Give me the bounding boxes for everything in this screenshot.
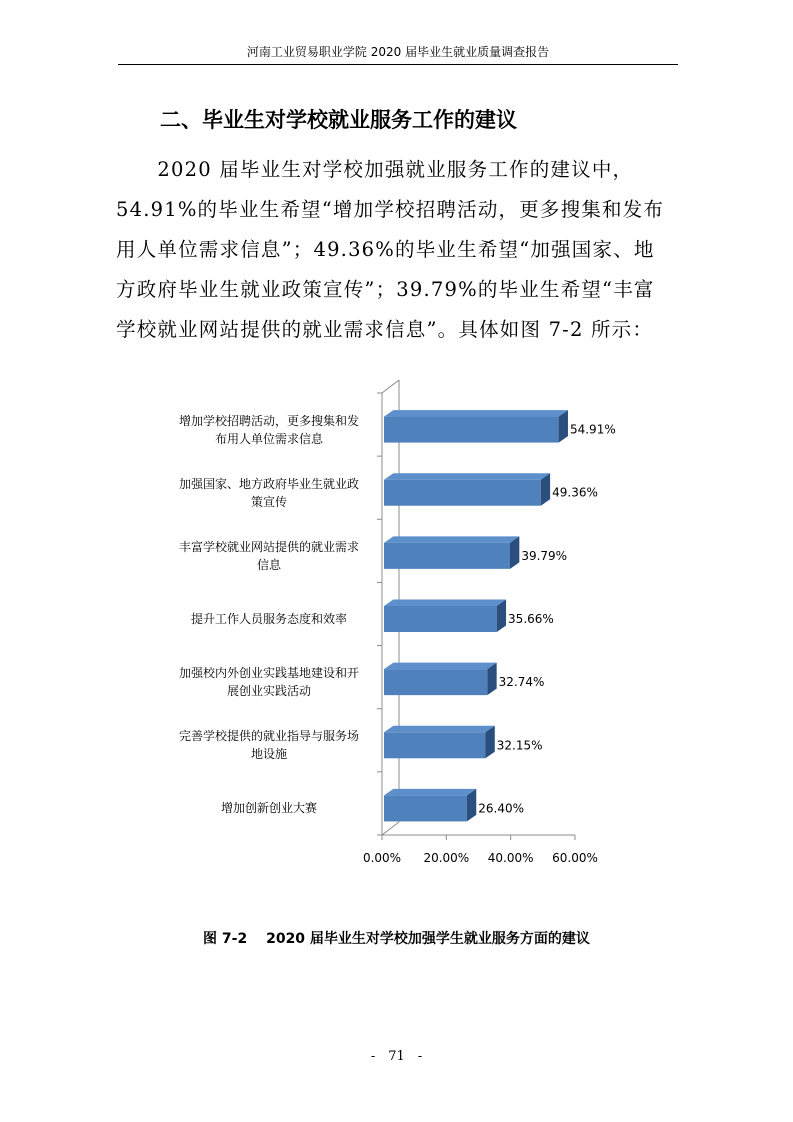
bar-front — [384, 732, 485, 758]
category-label-line: 提升工作人员服务态度和效率 — [190, 612, 347, 626]
category-label-line: 加强校内外创业实践基地建设和开 — [178, 666, 359, 681]
category-label-line: 策宣传 — [250, 494, 287, 509]
bar-top — [384, 663, 497, 670]
bar-value-label: 54.91% — [569, 422, 616, 437]
x-tick-label: 40.00% — [487, 851, 534, 865]
paragraph-line: 2020 届毕业生对学校加强就业服务工作的建议中， — [116, 158, 634, 181]
floor-edge — [382, 822, 399, 835]
header-divider — [118, 64, 678, 65]
category-label — [164, 538, 374, 574]
bar-value-label: 32.15% — [496, 738, 543, 753]
category-label-line: 增加学校招聘活动，更多搜集和发 — [178, 413, 359, 428]
category-label-line: 布用人单位需求信息 — [214, 431, 323, 446]
category-label-line: 地设施 — [250, 747, 287, 762]
category-label — [164, 799, 374, 817]
bar-front — [384, 669, 487, 695]
bar-top — [384, 473, 550, 480]
category-label — [164, 475, 374, 511]
bar-value-label: 26.40% — [478, 801, 525, 816]
figure-caption: 图 7-2 2020 届毕业生对学校加强学生就业服务方面的建议 — [203, 931, 590, 947]
x-tick-label: 0.00% — [362, 851, 402, 865]
page-number: - 71 - — [370, 1049, 423, 1064]
paragraph-line: 用人单位需求信息”；49.36%的毕业生希望“加强国家、地 — [116, 238, 655, 261]
bar-front — [384, 543, 510, 569]
category-label-line: 展创业实践活动 — [226, 684, 311, 699]
category-label-line: 丰富学校就业网站提供的就业需求 — [178, 539, 359, 554]
bar-chart — [150, 360, 630, 880]
section-title: 二、毕业生对学校就业服务工作的建议 — [160, 108, 517, 132]
category-label — [164, 664, 374, 700]
paragraph-line: 学校就业网站提供的就业需求信息”。具体如图 7-2 所示： — [116, 318, 654, 341]
bar-top — [384, 410, 568, 417]
category-label — [164, 412, 374, 448]
paragraph-line: 方政府毕业生就业政策宣传”；39.79%的毕业生希望“丰富 — [116, 278, 655, 301]
category-label-line: 完善学校提供的就业指导与服务场 — [178, 729, 359, 744]
bar-value-label: 32.74% — [498, 675, 545, 690]
bar-top — [384, 600, 506, 607]
category-label — [164, 727, 374, 763]
category-label-line: 信息 — [256, 557, 281, 572]
category-label-line: 增加创新创业大赛 — [220, 801, 317, 816]
bar-front — [384, 795, 467, 821]
paragraph-line: 54.91%的毕业生希望“增加学校招聘活动，更多搜集和发布 — [116, 198, 665, 221]
wall-top-edge — [382, 380, 399, 393]
category-label — [164, 610, 374, 628]
bar-top — [384, 726, 495, 733]
bar-value-label: 49.36% — [552, 485, 598, 500]
bar-top — [384, 789, 476, 796]
x-tick-label: 20.00% — [423, 851, 470, 865]
bar-front — [384, 606, 497, 632]
x-tick-label: 60.00% — [552, 851, 598, 865]
bar-top — [384, 536, 519, 543]
bar-value-label: 35.66% — [508, 612, 554, 626]
page-header: 河南工业贸易职业学院 2020 届毕业生就业质量调查报告 — [246, 45, 550, 59]
bar-front — [384, 480, 541, 506]
body-paragraph — [116, 150, 679, 350]
bar-value-label: 39.79% — [521, 548, 568, 563]
category-label-line: 加强国家、地方政府毕业生就业政 — [178, 476, 359, 491]
bar-front — [384, 417, 559, 443]
